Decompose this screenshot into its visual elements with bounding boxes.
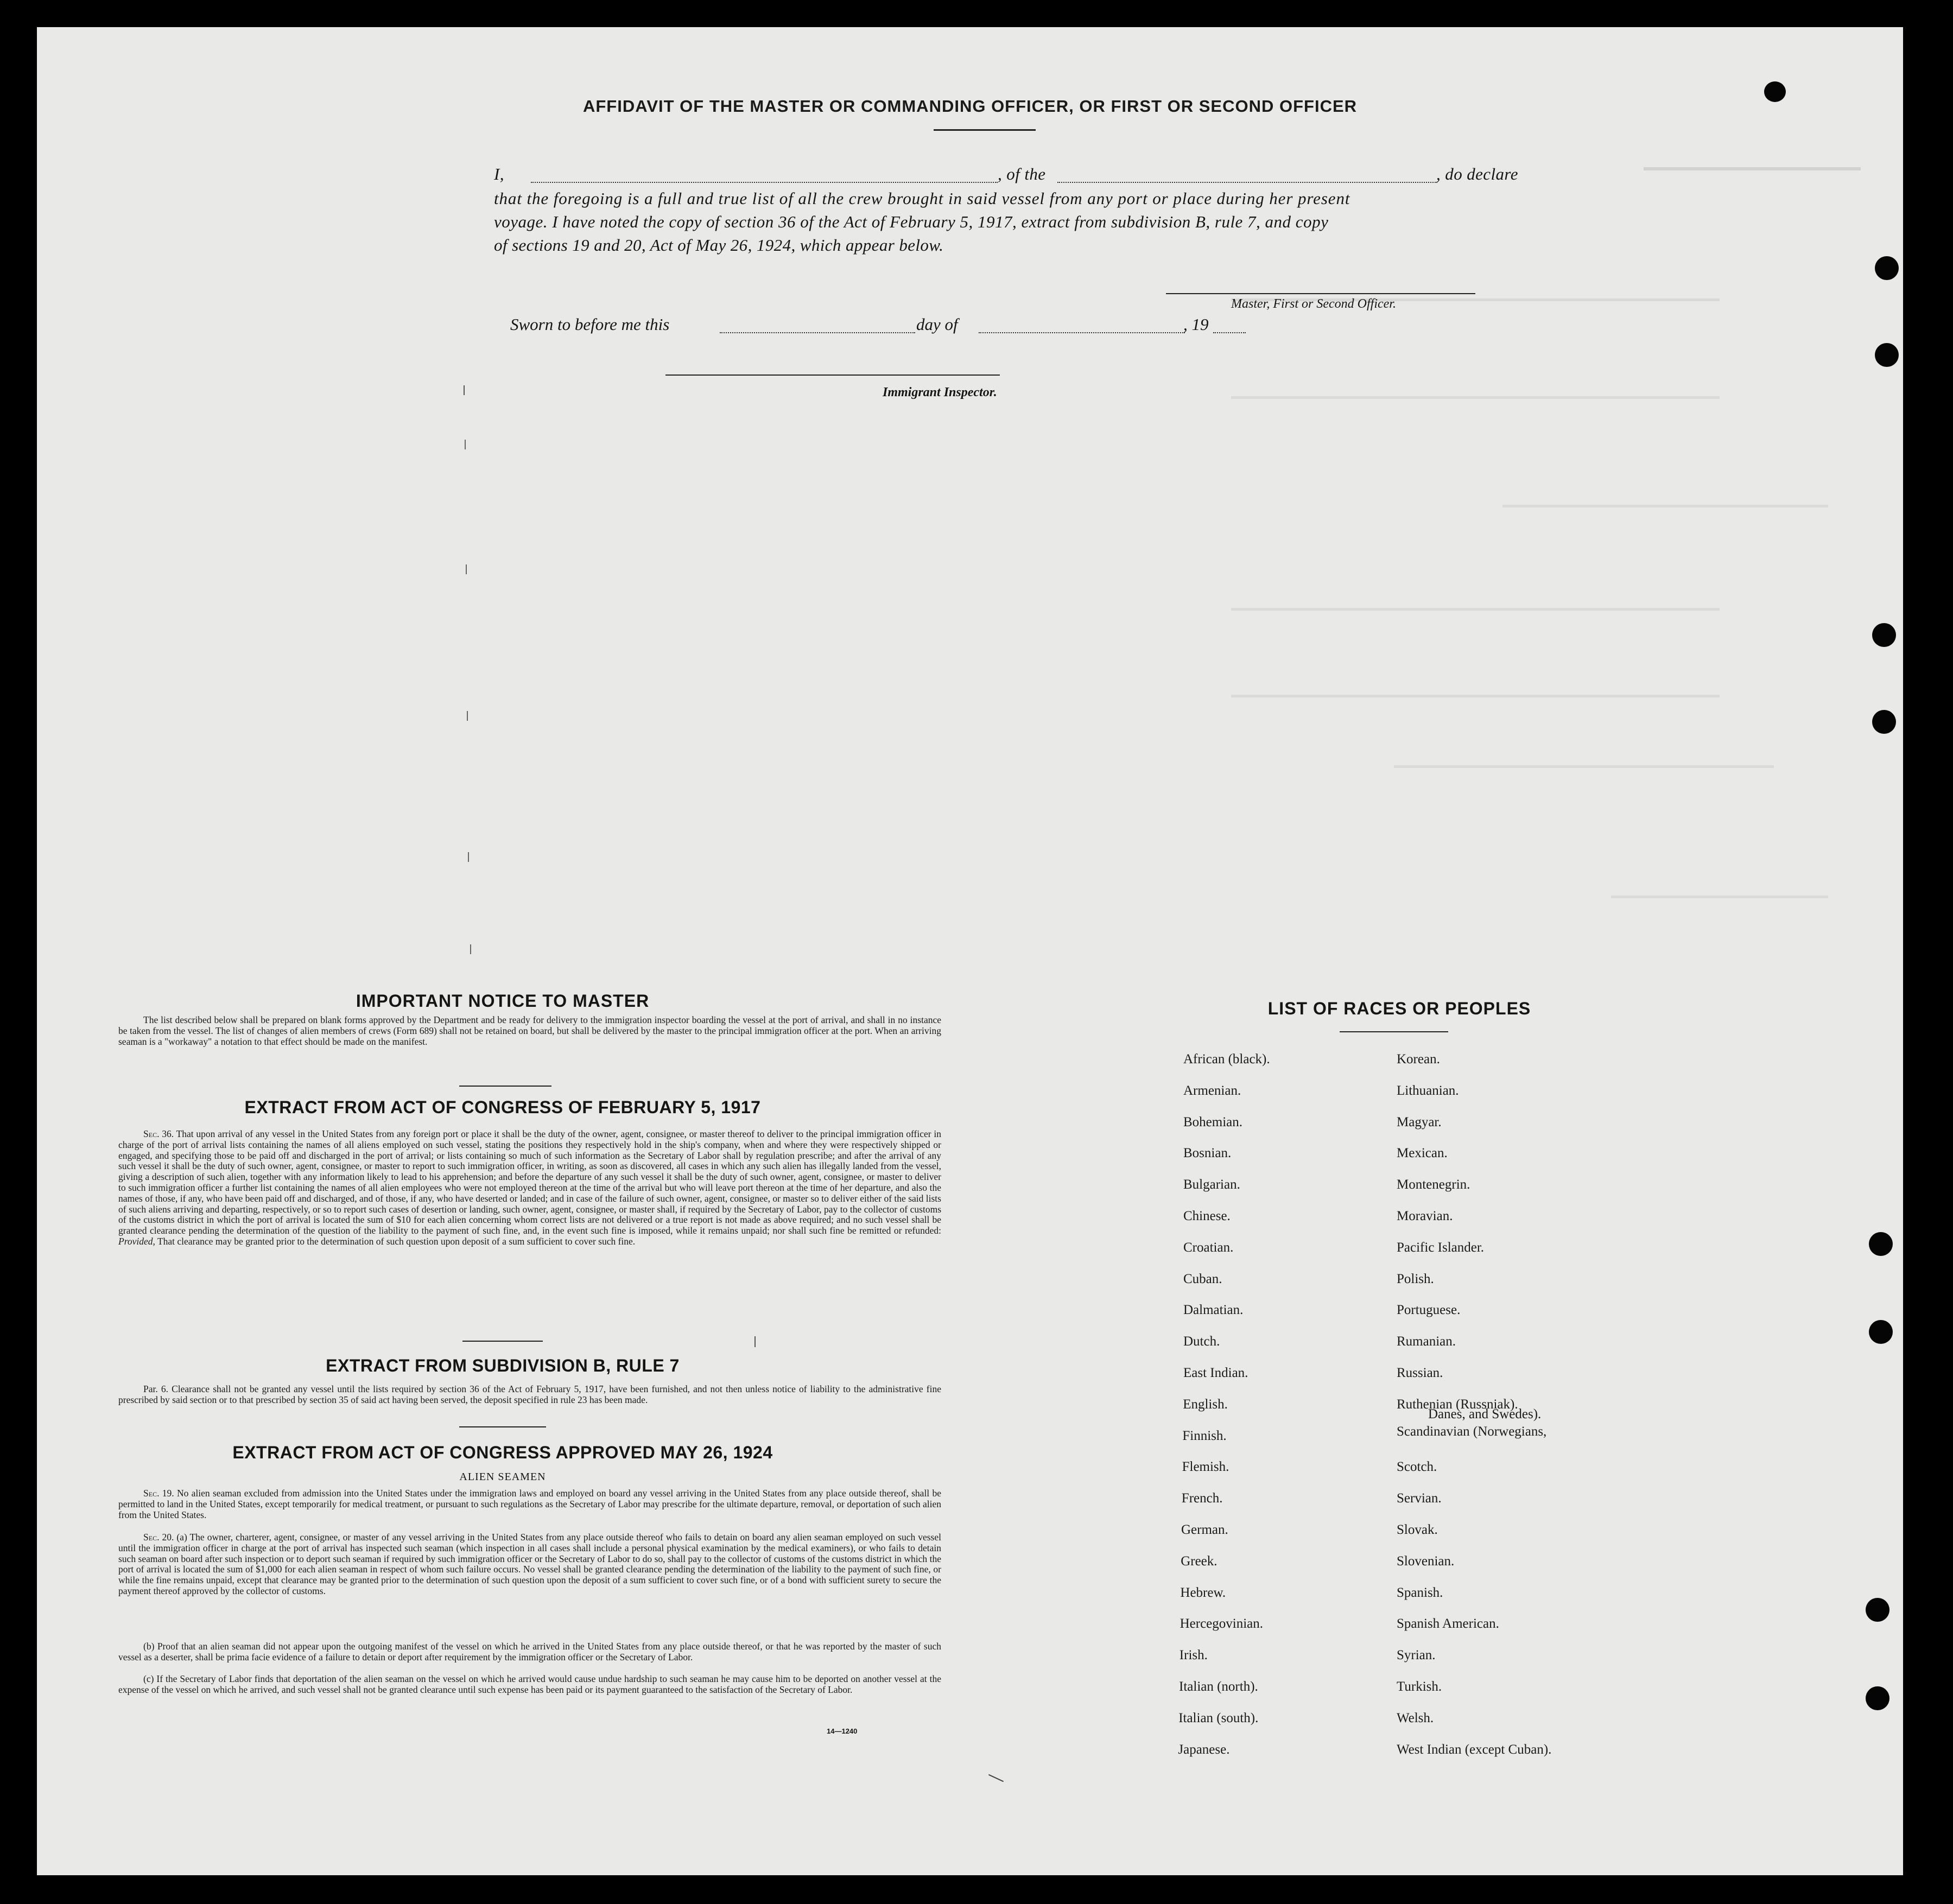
- race-item: Slovenian.: [1397, 1553, 1455, 1569]
- race-item: Bulgarian.: [1183, 1177, 1240, 1192]
- sec-36-label: Sec. 36.: [143, 1128, 174, 1139]
- sec-20c-text: (c) If the Secretary of Labor finds that deportation of the alien seaman on the vessel on which he arrived would cause undue hardship to such seaman he may cause him to be deported on another vessel at the expense of the vessel on which he arrived, and such vessel shall not be granted clearance until such expense has been paid or its payment guaranteed to the satisfaction of the Secretary of Labor.: [118, 1673, 941, 1695]
- sec-36-provided: Provided,: [118, 1235, 155, 1247]
- race-item: Korean.: [1397, 1052, 1440, 1067]
- extract-1917-rule: [462, 1341, 543, 1342]
- document-page: [37, 27, 1903, 1875]
- race-item: Russian.: [1397, 1366, 1443, 1380]
- extract-1924-title: EXTRACT FROM ACT OF CONGRESS APPROVED MAY 26, 1924: [232, 1443, 773, 1462]
- declaration-line-3: voyage. I have noted the copy of section 36 of the Act of February 5, 1917, extract from subdivision B, rule 7, and copy: [494, 212, 1329, 231]
- race-item: Flemish.: [1182, 1459, 1229, 1475]
- sec-20a-text: [118, 1532, 941, 1597]
- binder-hole-4: [1872, 623, 1896, 647]
- sworn-date-field[interactable]: [720, 332, 915, 333]
- sec-19-body: No alien seaman excluded from admission into the United States under the immigration laws and employed on board any vessel arriving in the United States from any place outside thereof, shall be permitted to land in the United States, except temporarily for medical treatment, or pursuant to such regulations as the Secretary of Labor may prescribe for the ultimate departure, removal, or deportation of such alien from the United States.: [118, 1488, 941, 1520]
- race-item: Lithuanian.: [1397, 1083, 1459, 1098]
- of-the-text: , of the: [998, 164, 1046, 183]
- race-item: Rumanian.: [1397, 1334, 1456, 1349]
- notice-title: IMPORTANT NOTICE TO MASTER: [356, 991, 650, 1011]
- sworn-day-of: day of: [916, 315, 958, 334]
- sec-20a-body: (a) The owner, charterer, agent, consignee, or master of any vessel arriving in the United States from any place outside thereof who fails to detain on board any alien seaman employed on such vessel until the immigration officer in charge at the port of arrival has inspected such seaman (which inspection in all cases shall include a personal physical examination by the medical examiners), or who fails to detain such seaman on board after such inspection or to deport such seaman if required by such immigration officer or the Secretary of Labor to do so, shall pay to the collector of customs of the customs district in which the port of arrival is located the sum of $1,000 for each alien seaman in respect of whom such failure occurs. No vessel shall be granted clearance pending the determination of the liability to the payment of such fine, or while the fine remains unpaid, except that clearance may be granted prior to the determination of such question upon the deposit of a sum sufficient to cover such fine, or of a bond with sufficient surety to secure the payment thereof approved by the collector of customs.: [118, 1532, 941, 1596]
- race-item: Syrian.: [1397, 1648, 1436, 1663]
- sec-19-text: [118, 1488, 941, 1520]
- race-item: Greek.: [1181, 1553, 1218, 1569]
- binder-hole-6: [1869, 1232, 1893, 1256]
- race-item: Scandinavian (Norwegians,: [1397, 1424, 1547, 1439]
- race-item: Italian (south).: [1178, 1710, 1259, 1725]
- vessel-name-field[interactable]: [1057, 182, 1437, 183]
- race-item: Slovak.: [1397, 1522, 1438, 1537]
- race-item: East Indian.: [1183, 1366, 1248, 1380]
- binder-hole-3: [1875, 343, 1899, 367]
- declarant-name-field[interactable]: [531, 182, 998, 183]
- notice-rule: [459, 1086, 551, 1087]
- race-item: Danes, and Swedes).: [1428, 1406, 1542, 1421]
- race-item: Polish.: [1397, 1271, 1434, 1286]
- master-signature-label: Master, First or Second Officer.: [1231, 297, 1396, 311]
- race-item: Spanish American.: [1397, 1616, 1499, 1632]
- sworn-year-field[interactable]: [1213, 332, 1246, 333]
- binder-hole-1: [1764, 81, 1786, 102]
- race-item: French.: [1181, 1491, 1223, 1506]
- race-item: German.: [1181, 1522, 1228, 1537]
- race-item: Moravian.: [1397, 1209, 1453, 1223]
- race-item: Bosnian.: [1183, 1146, 1232, 1161]
- binder-hole-2: [1875, 256, 1899, 280]
- race-item: Armenian.: [1183, 1083, 1241, 1098]
- race-item: Hercegovinian.: [1180, 1616, 1263, 1632]
- form-number: 14—1240: [827, 1727, 858, 1735]
- alien-seamen-subtitle: ALIEN SEAMEN: [459, 1471, 546, 1483]
- sec-20b-text: (b) Proof that an alien seaman did not appear upon the outgoing manifest of the vessel on which he arrived in the United States from any place outside thereof, or that he was reported by the master of such vessel as a deserter, shall be prima facie evidence of a failure to detain or deport after requirement by the immigration officer or the Secretary of Labor.: [118, 1641, 941, 1662]
- sec-36-end: That clearance may be granted prior to the determination of such question upon deposit of a sum sufficient to cover such fine.: [157, 1235, 636, 1247]
- binder-hole-5: [1872, 710, 1896, 734]
- extract-rule7-title: EXTRACT FROM SUBDIVISION B, RULE 7: [326, 1356, 680, 1375]
- race-item: Pacific Islander.: [1397, 1240, 1485, 1255]
- race-item: Ruthenian (Russniak).: [1397, 1397, 1518, 1412]
- race-item: Dutch.: [1183, 1334, 1220, 1349]
- extract-1917-title: EXTRACT FROM ACT OF CONGRESS OF FEBRUARY 5, 1917: [244, 1097, 761, 1117]
- race-item: Scotch.: [1397, 1459, 1437, 1475]
- race-item: Welsh.: [1397, 1710, 1434, 1725]
- declaration-line-4: of sections 19 and 20, Act of May 26, 1924, which appear below.: [494, 236, 944, 255]
- races-title: LIST OF RACES OR PEOPLES: [1267, 999, 1531, 1018]
- race-item: West Indian (except Cuban).: [1397, 1742, 1552, 1757]
- binder-hole-9: [1866, 1686, 1889, 1710]
- extract-rule7-text: Par. 6. Clearance shall not be granted any vessel until the lists required by section 36 of the Act of February 5, 1917, have been furnished, and not then unless notice of liability to the administrative fine prescribed by said section or to that prescribed by section 35 of said act having been served, the deposit specified in rule 23 has been made.: [118, 1383, 941, 1405]
- sworn-month-field[interactable]: [979, 332, 1185, 333]
- do-declare-text: , do declare: [1436, 164, 1518, 183]
- race-item: Bohemian.: [1183, 1114, 1243, 1129]
- declaration-line-2: that the foregoing is a full and true list of all the crew brought in said vessel from any port or place during her present: [494, 189, 1350, 208]
- declaration-of-the: [998, 164, 1045, 184]
- races-title-rule: [1340, 1031, 1448, 1032]
- declaration-i: I,: [494, 164, 504, 183]
- inspector-label: Immigrant Inspector.: [883, 385, 997, 399]
- race-item: Mexican.: [1397, 1146, 1448, 1161]
- affidavit-title-rule: [934, 129, 1036, 131]
- binder-hole-8: [1866, 1598, 1889, 1622]
- notice-text: The list described below shall be prepared on blank forms approved by the Department and be ready for delivery to the immigration inspector boarding the vessel at the port of arrival, and shall in no instance be taken from the vessel. The list of changes of alien members of crews (Form 689) shall not be retained on board, but shall be delivered by the master to the principal immigration officer at the port. When an arriving seaman is a "workaway" a notation to that effect should be made on the manifest.: [118, 1014, 941, 1047]
- race-item: Hebrew.: [1180, 1585, 1226, 1600]
- inspector-signature-line[interactable]: [665, 375, 1000, 376]
- race-item: Magyar.: [1397, 1114, 1442, 1129]
- binder-hole-7: [1869, 1320, 1893, 1344]
- sworn-year: , 19: [1183, 315, 1209, 334]
- race-item: Japanese.: [1178, 1742, 1230, 1757]
- race-item: Italian (north).: [1179, 1679, 1258, 1694]
- extract-1917-text: [118, 1129, 941, 1247]
- race-item: Irish.: [1179, 1648, 1208, 1663]
- declaration-do-declare: [1436, 164, 1518, 184]
- race-item: Portuguese.: [1397, 1303, 1461, 1318]
- race-item: English.: [1183, 1397, 1228, 1412]
- master-signature-line[interactable]: [1166, 293, 1475, 294]
- race-item: Croatian.: [1183, 1240, 1234, 1255]
- sec-19-label: Sec. 19.: [143, 1488, 174, 1499]
- race-item: Cuban.: [1183, 1271, 1222, 1286]
- extract-rule7-rule: [459, 1426, 546, 1427]
- race-item: Turkish.: [1397, 1679, 1442, 1694]
- sworn-prefix: Sworn to before me this: [510, 315, 670, 334]
- race-item: Montenegrin.: [1397, 1177, 1470, 1192]
- race-item: Servian.: [1397, 1491, 1442, 1506]
- affidavit-title: AFFIDAVIT OF THE MASTER OR COMMANDING OFFICER, OR FIRST OR SECOND OFFICER: [582, 97, 1358, 116]
- race-item: African (black).: [1183, 1052, 1270, 1067]
- race-item: Chinese.: [1183, 1209, 1231, 1223]
- race-item: Spanish.: [1397, 1585, 1443, 1600]
- race-item: Finnish.: [1182, 1428, 1227, 1443]
- sec-20-label: Sec. 20.: [143, 1532, 174, 1543]
- race-item: Dalmatian.: [1183, 1303, 1244, 1318]
- sec-36-body: That upon arrival of any vessel in the United States from any foreign port or place it shall be the duty of the owner, agent, consignee, or master thereof to deliver to the principal immigration officer in charge of the port of arrival lists containing the names of all aliens employed on such vessel, stating the positions they respectively hold in the ship's company, when and where they were respectively shipped or engaged, and specifying those to be paid off and discharged in the port of arrival; or lists containing so much of such information as the Secretary of Labor shall by regulation prescribe; and after the arrival of any such vessel it shall be the duty of such owner, agent, consignee, or master to report to such immigration officer, in writing, as soon as discovered, all cases in which any such alien has illegally landed from the vessel, giving a description of such alien, together with any information likely to lead to his apprehension; and before the departure of any such vessel it shall be the duty of such owner, agent, consignee, or master to deliver to such immigration officer a further list containing the names of all alien employees who were not employed thereon at the time of the arrival but who will leave port thereon at the time of her departure, and also the names of those, if any, who have been paid off and discharged, and of those, if any, who have deserted or landed; and in case of the failure of such owner, agent, consignee, or master so to deliver either of the said lists of such aliens arriving and departing, respectively, or so to report such cases of desertion or landing, such owner, agent, consignee, or master shall, if required by the Secretary of Labor, pay to the collector of customs of the customs district in which the port of arrival is located the sum of $10 for each alien concerning whom correct lists are not delivered or a true report is not made as above required; and no such vessel shall be granted clearance pending the determination of the question of the liability to the payment of such fine, and, in the event such fine is imposed, while it remains unpaid; nor shall such fine be remitted or refunded:: [118, 1128, 941, 1236]
